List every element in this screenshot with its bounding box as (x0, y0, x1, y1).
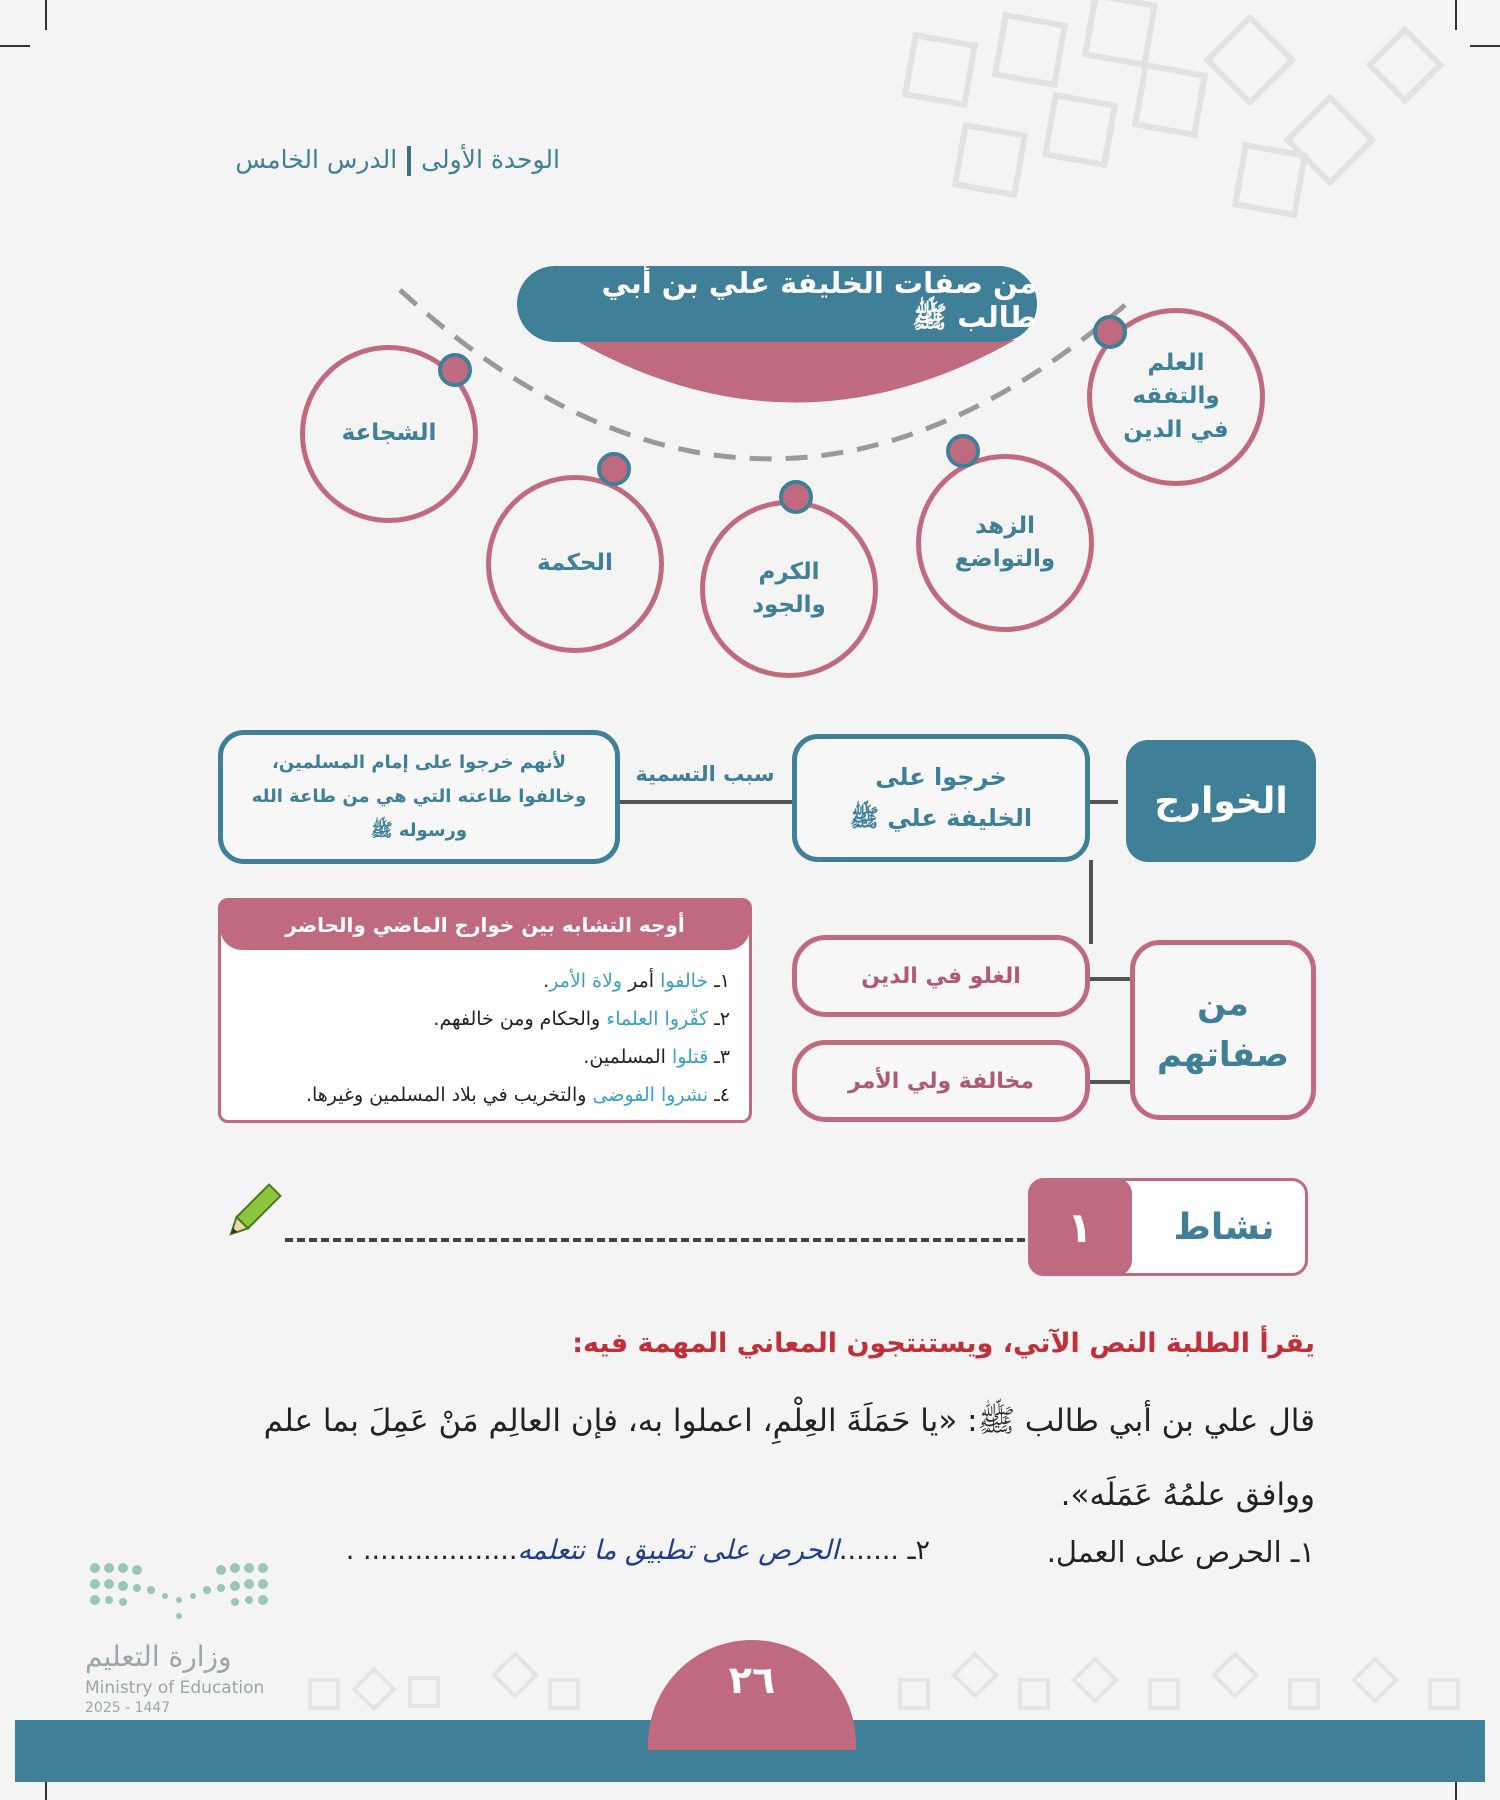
khawarij-definition: خرجوا على الخليفة علي ﷺ (792, 734, 1090, 862)
similarities-list (240, 962, 730, 1114)
connector-line (1085, 1080, 1135, 1084)
trait-generosity: الكرم والجود (700, 500, 878, 678)
arc-node (779, 480, 813, 514)
similarities-title: أوجه التشابه بين خوارج الماضي والحاضر (220, 900, 750, 950)
naming-reason: لأنهم خرجوا على إمام المسلمين، وخالفوا طاعته التي هي من طاعة الله ورسوله ﷺ (218, 730, 620, 864)
naming-reason-label: سبب التسمية (635, 762, 775, 786)
traits-title: من صفاتهم (1130, 940, 1316, 1120)
crop-mark (45, 0, 47, 30)
lesson-label: الدرس الخامس (235, 145, 398, 174)
list-item: ١ـ خالفوا أمر ولاة الأمر. (543, 970, 730, 992)
page-header (200, 145, 560, 176)
activity-number: ١ (1028, 1178, 1132, 1276)
diagram-title: من صفات الخليفة علي بن أبي طالب ﷺ (517, 266, 1037, 342)
arc-node (946, 434, 980, 468)
ministry-name-ar: وزارة التعليم (85, 1640, 232, 1673)
trait-asceticism: الزهد والتواضع (916, 454, 1094, 632)
crop-mark (0, 45, 30, 47)
list-item: ٣ـ قتلوا المسلمين. (583, 1046, 730, 1068)
answer-2: ٢ـ .......الحرص على تطبيق ما نتعلمه.................. . (345, 1535, 930, 1566)
crop-mark (1470, 45, 1500, 47)
page-number: ٢٦ (728, 1658, 776, 1702)
connector-line (1089, 860, 1093, 944)
activity-divider (285, 1238, 1025, 1242)
activity-instruction: يقرأ الطلبة النص الآتي، ويستنتجون المعاني المهمة فيه: (572, 1328, 1315, 1359)
arc-node (438, 353, 472, 387)
trait-extremism: الغلو في الدين (792, 935, 1090, 1017)
answer-1: ١ـ الحرص على العمل. (1046, 1535, 1315, 1569)
header-divider (407, 146, 411, 176)
trait-courage: الشجاعة (300, 345, 478, 523)
quote-paragraph (200, 1384, 1315, 1532)
handwritten-answer: الحرص على تطبيق ما نتعلمه (517, 1535, 839, 1566)
connector-line (1085, 977, 1135, 981)
arc-node (597, 452, 631, 486)
trait-knowledge: العلم والتفقه في الدين (1087, 308, 1265, 486)
activity-label: نشاط (1173, 1206, 1275, 1248)
ministry-logo-icon (85, 1560, 275, 1640)
list-item: ٢ـ كفّروا العلماء والحكام ومن خالفهم. (433, 1008, 730, 1030)
trait-disobedience: مخالفة ولي الأمر (792, 1040, 1090, 1122)
background-pattern (880, 0, 1500, 300)
quote-line: ووافق علمُهُ عَمَلَه». (1060, 1477, 1315, 1513)
pencil-icon (218, 1180, 282, 1250)
footer-pattern (300, 1620, 1480, 1720)
unit-label: الوحدة الأولى (421, 145, 560, 174)
ministry-name-en: Ministry of Education (85, 1678, 265, 1698)
edition-year: 2025 - 1447 (85, 1700, 171, 1716)
crop-mark (1455, 0, 1457, 30)
khawarij-title: الخوارج (1126, 740, 1316, 862)
quote-line: قال علي بن أبي طالب ﷺ: «يا حَمَلَةَ العِلْمِ، اعملوا به، فإن العالِم مَنْ عَمِلَ بما علم (263, 1403, 1315, 1439)
arc-node (1093, 315, 1127, 349)
trait-wisdom: الحكمة (486, 475, 664, 653)
list-item: ٤ـ نشروا الفوضى والتخريب في بلاد المسلمين وغيرها. (305, 1084, 730, 1106)
